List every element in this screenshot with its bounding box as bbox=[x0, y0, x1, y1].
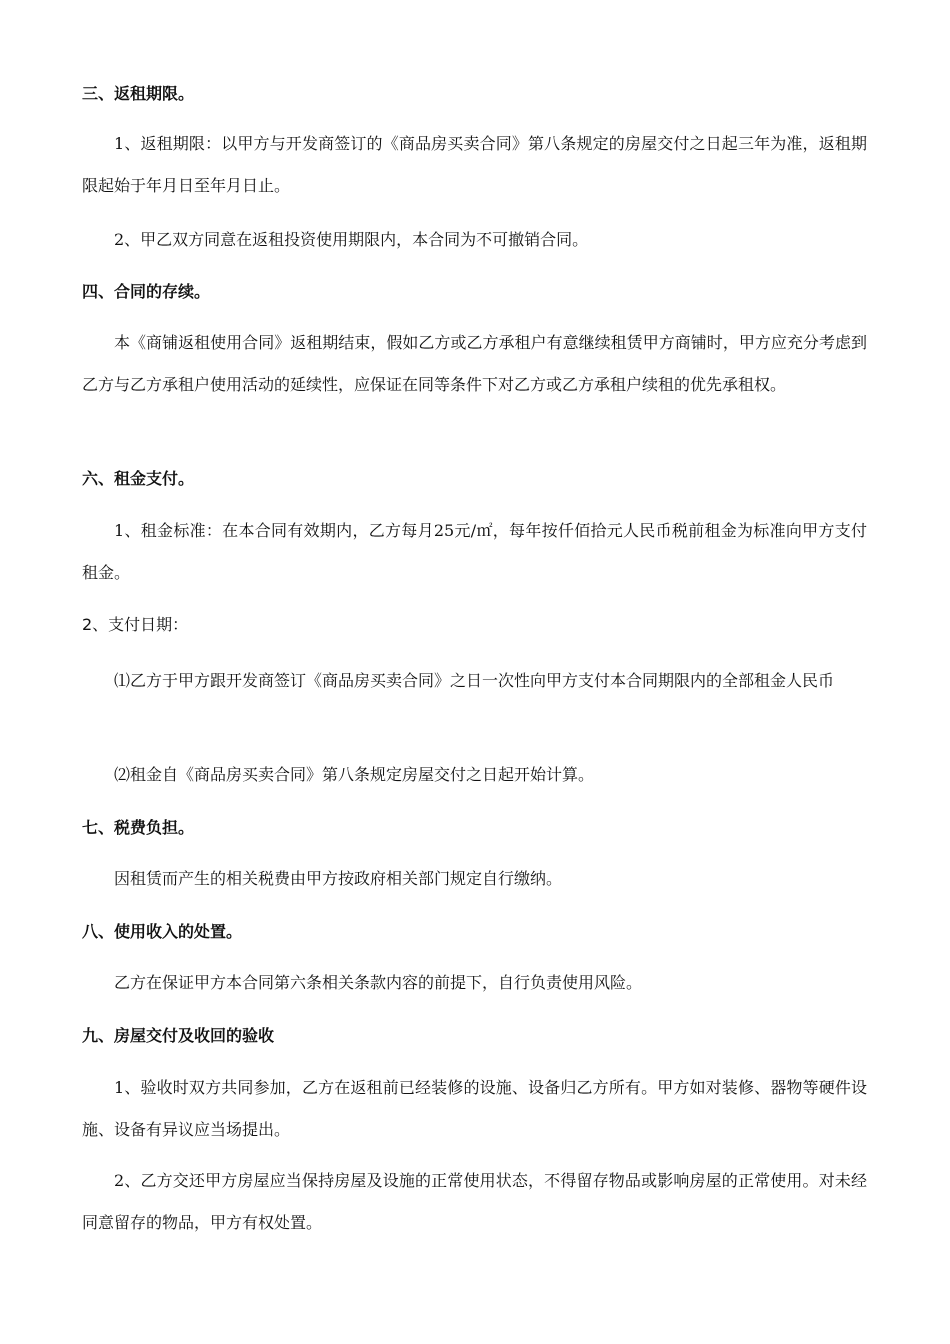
paragraph-8-1: 乙方在保证甲方本合同第六条相关条款内容的前提下，自行负责使用风险。 bbox=[114, 973, 643, 992]
paragraph-6-3: ⑴乙方于甲方跟开发商签订《商品房买卖合同》之日一次性向甲方支付本合同期限内的全部租金人民币 bbox=[114, 671, 835, 690]
paragraph-4-1: 本《商铺返租使用合同》返租期结束，假如乙方或乙方承租户有意继续租赁甲方商铺时，甲方应充分考虑到乙方与乙方承租户使用活动的延续性，应保证在同等条件下对乙方或乙方承租户续租的优先承租权。 bbox=[82, 333, 867, 394]
paragraph-6-2: 2、支付日期： bbox=[82, 615, 189, 634]
section-heading-9: 九、房屋交付及收回的验收 bbox=[82, 1026, 275, 1045]
paragraph-3-1: 1、返租期限：以甲方与开发商签订的《商品房买卖合同》第八条规定的房屋交付之日起三年为准，返租期限起始于年月日至年月日止。 bbox=[82, 134, 867, 195]
section-heading-6: 六、租金支付。 bbox=[82, 469, 195, 488]
paragraph-3-2: 2、甲乙双方同意在返租投资使用期限内，本合同为不可撤销合同。 bbox=[114, 230, 589, 249]
section-heading-8: 八、使用收入的处置。 bbox=[82, 922, 243, 941]
paragraph-6-1: 1、租金标准：在本合同有效期内，乙方每月25元/㎡，每年按仟佰拾元人民币税前租金为标准向甲方支付租金。 bbox=[82, 521, 867, 582]
paragraph-6-4: ⑵租金自《商品房买卖合同》第八条规定房屋交付之日起开始计算。 bbox=[114, 765, 595, 784]
section-heading-3: 三、返租期限。 bbox=[82, 84, 195, 103]
section-heading-4: 四、合同的存续。 bbox=[82, 282, 211, 301]
paragraph-7-1: 因租赁而产生的相关税费由甲方按政府相关部门规定自行缴纳。 bbox=[114, 869, 563, 888]
paragraph-9-1: 1、验收时双方共同参加，乙方在返租前已经装修的设施、设备归乙方所有。甲方如对装修、器物等硬件设施、设备有异议应当场提出。 bbox=[82, 1078, 867, 1139]
section-heading-7: 七、税费负担。 bbox=[82, 818, 195, 837]
paragraph-9-2: 2、乙方交还甲方房屋应当保持房屋及设施的正常使用状态，不得留存物品或影响房屋的正常使用。对未经同意留存的物品，甲方有权处置。 bbox=[82, 1171, 867, 1232]
